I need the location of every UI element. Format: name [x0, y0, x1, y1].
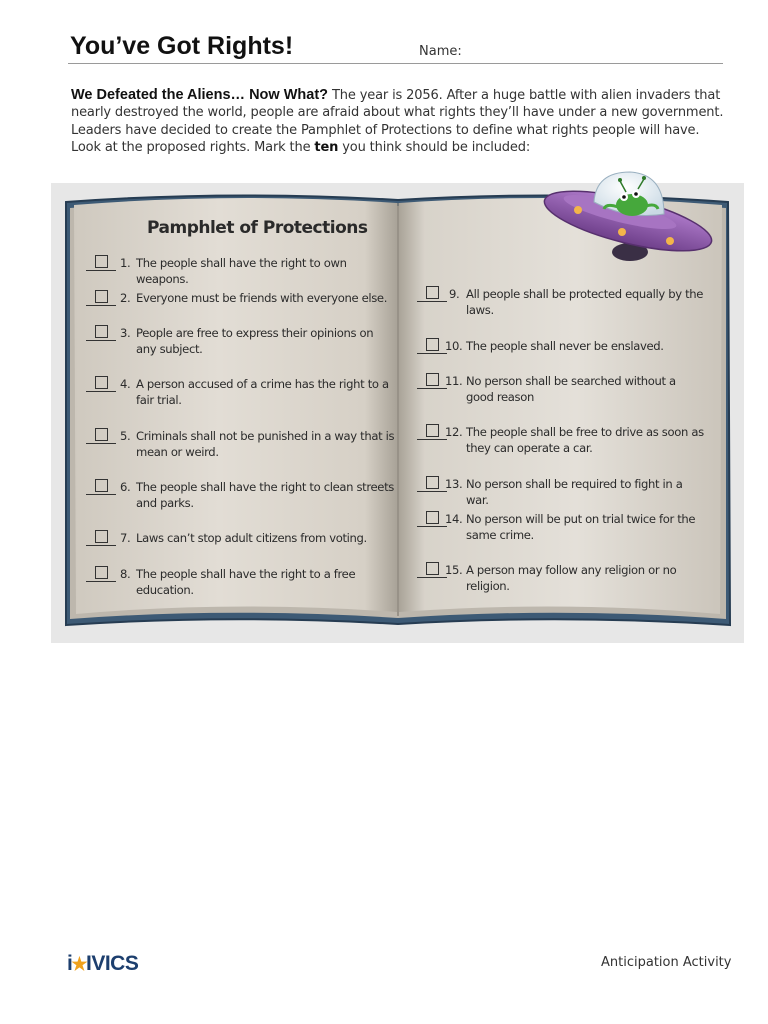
intro-text-end: you think should be included: — [338, 140, 531, 156]
rights-item — [86, 429, 396, 463]
rights-item — [417, 339, 717, 373]
item-text: The people shall have the right to clean streets and parks. — [136, 480, 394, 510]
item-number: 7. — [120, 531, 131, 545]
answer-blank-line — [417, 577, 447, 578]
item-number: 12. — [445, 425, 463, 439]
checkbox[interactable] — [95, 376, 108, 389]
page-title: You’ve Got Rights! — [70, 32, 294, 60]
checkbox[interactable] — [426, 338, 439, 351]
answer-blank-line — [417, 491, 447, 492]
logo-text-ivics: IVICS — [85, 952, 139, 975]
item-number: 4. — [120, 377, 131, 391]
rights-item — [417, 374, 717, 408]
checkbox[interactable] — [426, 476, 439, 489]
checkbox[interactable] — [95, 255, 108, 268]
item-text: Everyone must be friends with everyone else. — [136, 291, 388, 305]
checkbox[interactable] — [95, 530, 108, 543]
rights-item — [417, 425, 717, 459]
checkbox[interactable] — [426, 511, 439, 524]
answer-blank-line — [86, 340, 116, 341]
answer-blank-line — [86, 305, 116, 306]
answer-blank-line — [86, 270, 116, 271]
rights-item — [86, 326, 396, 360]
answer-blank-line — [417, 388, 447, 389]
item-number: 2. — [120, 291, 131, 305]
intro-emphasis: ten — [314, 140, 339, 156]
answer-blank-line — [86, 545, 116, 546]
checkbox[interactable] — [426, 373, 439, 386]
answer-blank-line — [417, 439, 447, 440]
item-number: 8. — [120, 567, 131, 581]
item-number: 3. — [120, 326, 131, 340]
item-text: The people shall never be enslaved. — [466, 339, 664, 353]
checkbox[interactable] — [95, 566, 108, 579]
rights-item — [86, 480, 396, 514]
item-number: 1. — [120, 256, 131, 270]
checkbox[interactable] — [95, 290, 108, 303]
rights-item — [86, 291, 396, 325]
item-number: 13. — [445, 477, 463, 491]
item-number: 14. — [445, 512, 463, 526]
rights-item — [86, 567, 396, 601]
checkbox[interactable] — [426, 424, 439, 437]
item-number: 15. — [445, 563, 463, 577]
answer-blank-line — [86, 391, 116, 392]
item-text: People are free to express their opinions on any subject. — [136, 326, 374, 356]
item-text: No person shall be searched without a good reason — [466, 374, 676, 404]
checkbox[interactable] — [95, 325, 108, 338]
rights-item — [417, 287, 717, 321]
item-text: The people shall have the right to a free education. — [136, 567, 356, 597]
logo-star-icon: ★ — [71, 953, 87, 974]
logo-text-i: i — [67, 952, 73, 975]
name-field-label: Name: — [419, 44, 462, 59]
item-number: 9. — [449, 287, 460, 301]
rights-item — [86, 256, 396, 290]
item-text: A person may follow any religion or no religion. — [466, 563, 677, 593]
item-number: 6. — [120, 480, 131, 494]
checkbox[interactable] — [95, 479, 108, 492]
rights-item — [417, 512, 717, 546]
answer-blank-line — [417, 526, 447, 527]
answer-blank-line — [86, 443, 116, 444]
checkbox[interactable] — [426, 562, 439, 575]
item-text: The people shall have the right to own weapons. — [136, 256, 347, 286]
answer-blank-line — [417, 301, 447, 302]
item-number: 11. — [445, 374, 463, 388]
item-number: 5. — [120, 429, 131, 443]
item-text: Laws can’t stop adult citizens from voting. — [136, 531, 367, 545]
rights-item — [86, 377, 396, 411]
item-text: A person accused of a crime has the right to a fair trial. — [136, 377, 389, 407]
rights-item — [417, 477, 717, 511]
checkbox[interactable] — [95, 428, 108, 441]
rights-item — [86, 531, 396, 565]
rights-item — [417, 563, 717, 597]
item-number: 10. — [445, 339, 463, 353]
item-text: All people shall be protected equally by the laws. — [466, 287, 704, 317]
item-text: No person will be put on trial twice for the same crime. — [466, 512, 696, 542]
icivics-logo — [67, 952, 138, 976]
item-text: No person shall be required to fight in a war. — [466, 477, 683, 507]
intro-text: The year is 2056. After a huge battle with alien invaders that nearly destroyed the world, people are afraid about what rights they’ll have under a new government. Leaders have decided to create the Pamphlet of Protections to define what rights people will have. Look at the proposed rights. Mark the — [71, 88, 724, 156]
activity-label: Anticipation Activity — [601, 955, 732, 970]
answer-blank-line — [86, 581, 116, 582]
answer-blank-line — [86, 494, 116, 495]
item-text: Criminals shall not be punished in a way that is mean or weird. — [136, 429, 395, 459]
intro-lead: We Defeated the Aliens… Now What? — [71, 87, 328, 103]
answer-blank-line — [417, 353, 447, 354]
pamphlet-heading: Pamphlet of Protections — [147, 218, 368, 238]
checkbox[interactable] — [426, 286, 439, 299]
item-text: The people shall be free to drive as soon as they can operate a car. — [466, 425, 704, 455]
